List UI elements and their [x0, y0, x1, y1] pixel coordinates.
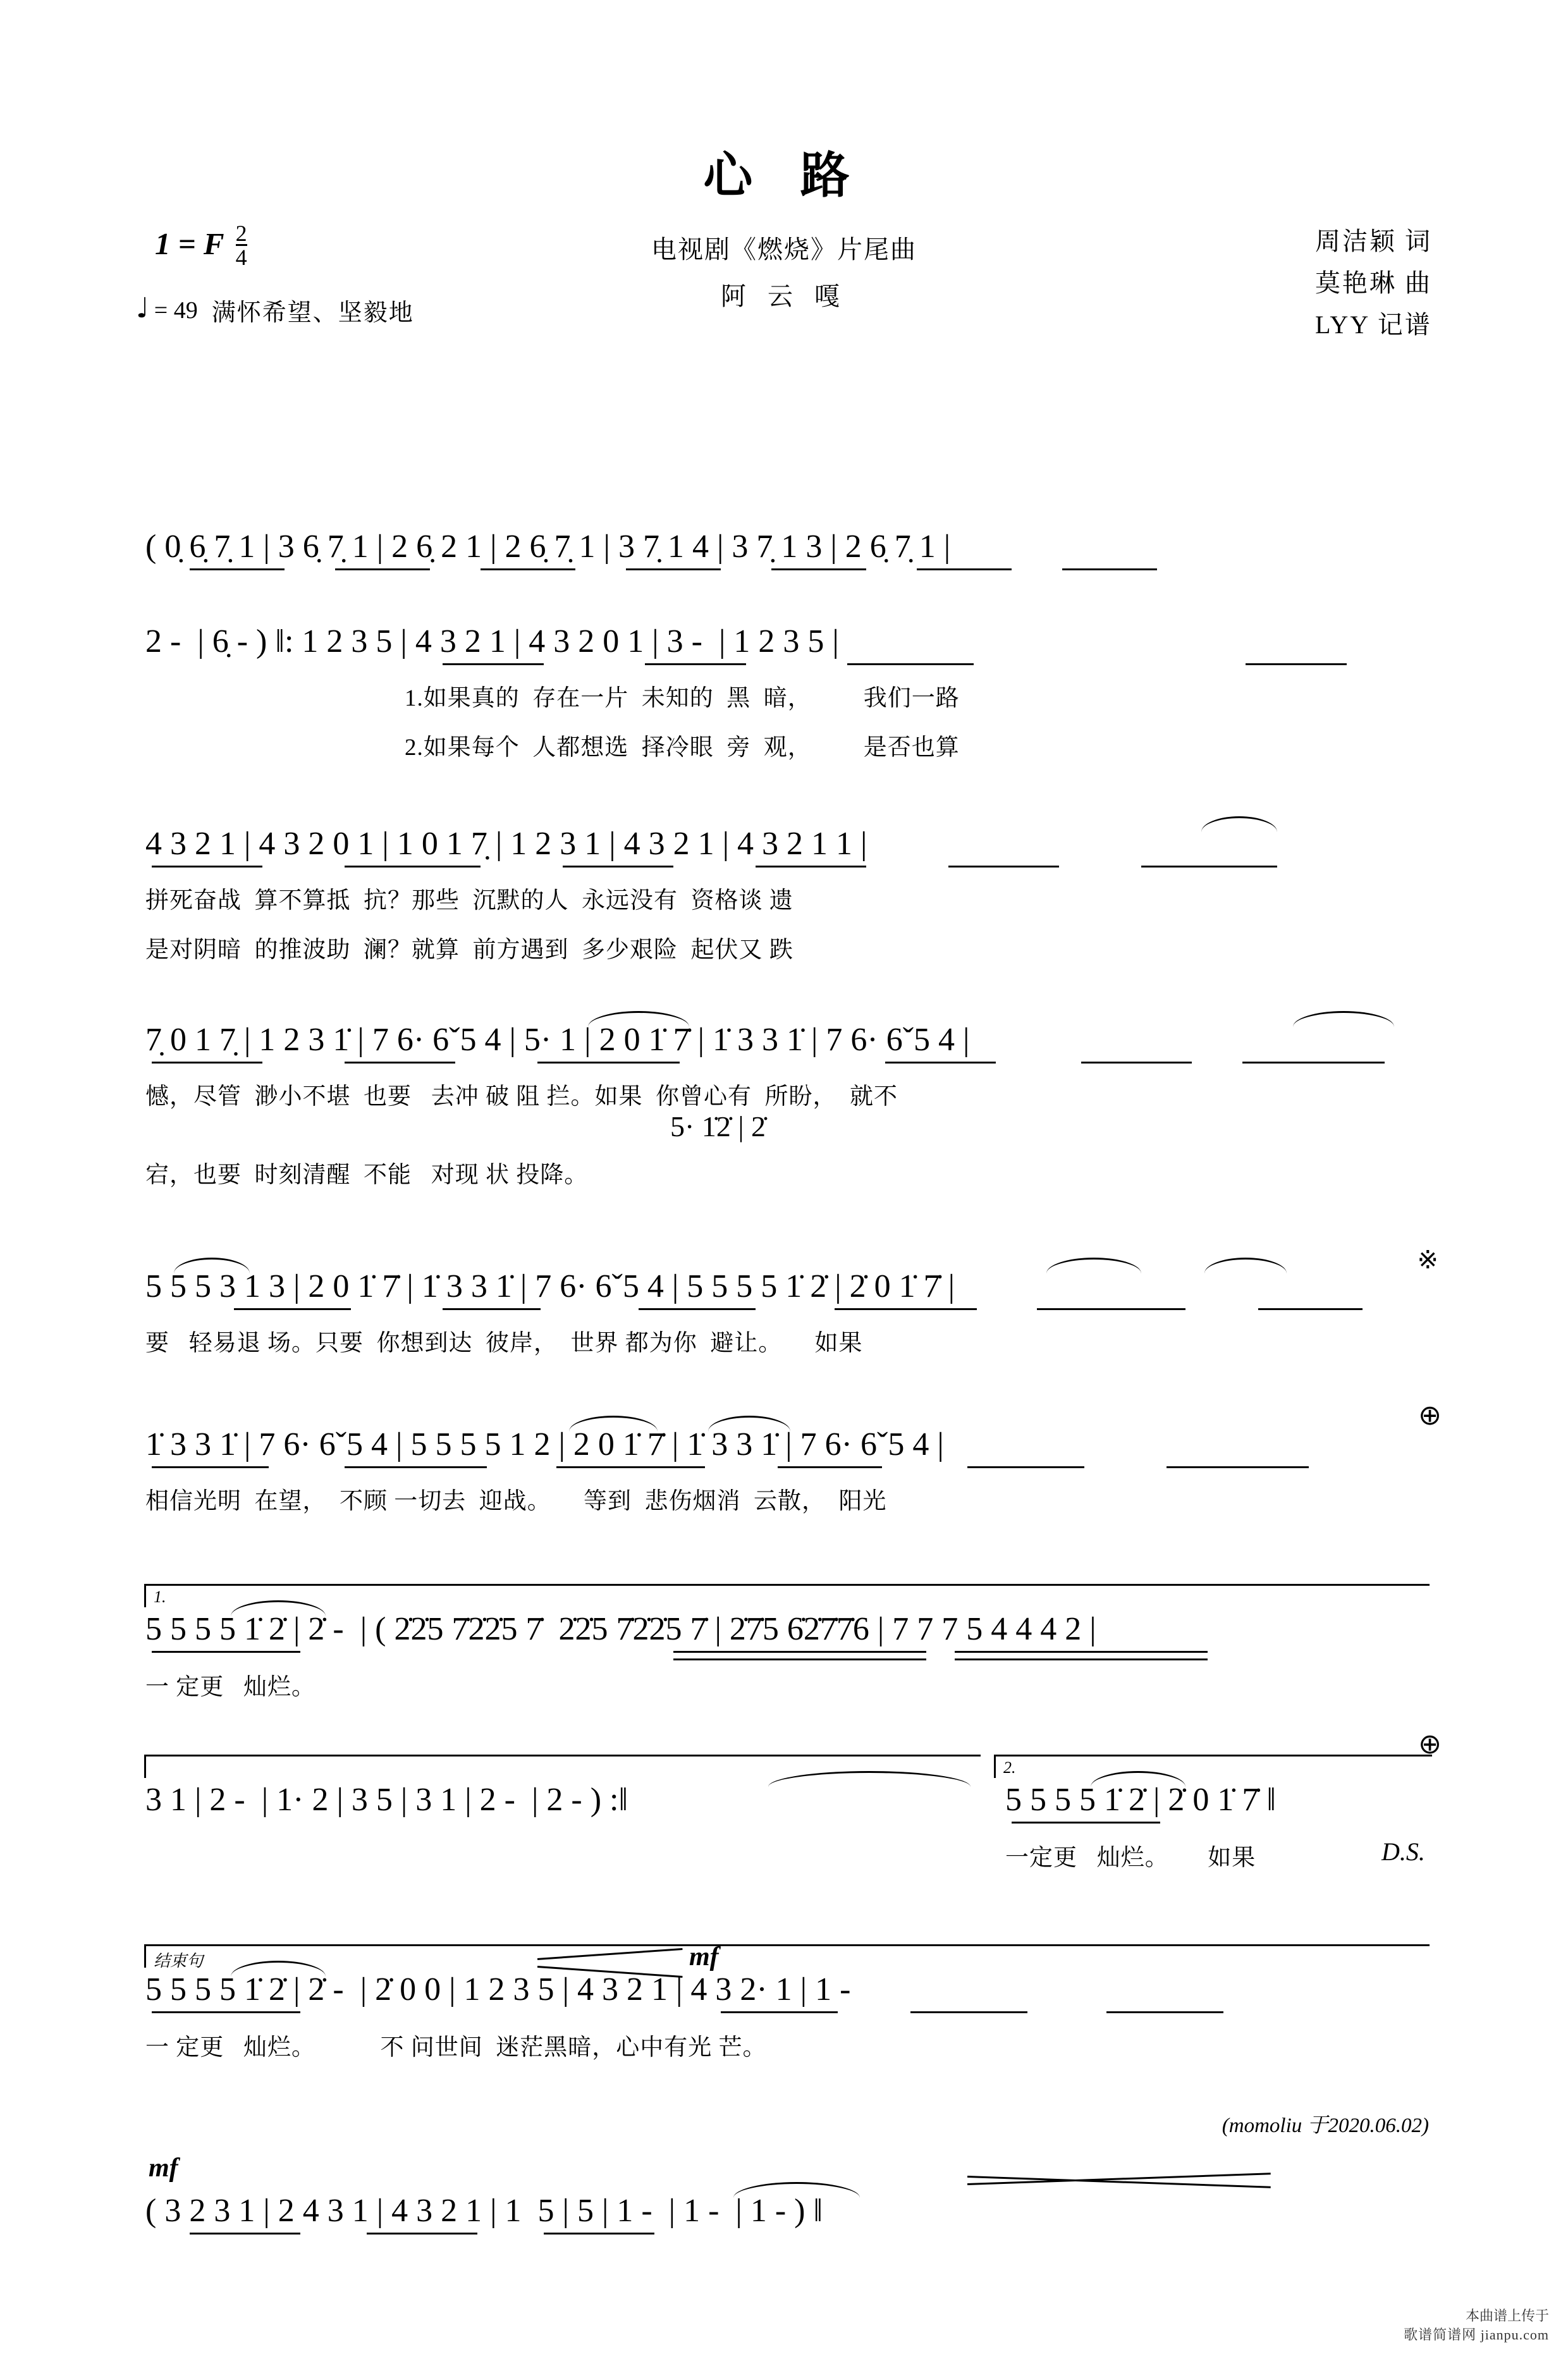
beam	[1062, 568, 1157, 570]
music-system-9	[0, 1944, 1568, 2102]
music-system-7	[0, 1584, 1568, 1729]
quarter-note-icon: ♩	[136, 291, 149, 324]
page-title: 心 路	[703, 147, 865, 204]
slur	[588, 1011, 689, 1027]
system-10-notes: ( 3 2 3 1 | 2 4 3 1 | 4 3 2 1 | 1 5 | 5 | 1 - | 1 - | 1 - ) ‖	[145, 2193, 823, 2229]
slur	[174, 1258, 250, 1273]
beam	[1081, 1062, 1192, 1064]
beam	[639, 1308, 756, 1310]
second-ending-label: 2.	[1003, 1758, 1016, 1777]
beam	[955, 1651, 1208, 1653]
system-4-lyric-verse-1: 憾，尽管 渺小不堪 也要 去冲 破 阻 拦。如果 你曾心有 所盼， 就不	[145, 1084, 898, 1110]
beam	[626, 568, 721, 570]
beam	[673, 1651, 926, 1653]
beam	[443, 1308, 541, 1310]
system-3-lyric-verse-2: 是对阴暗 的推波助 澜？就算 前方遇到 多少艰险 起伏又 跌	[145, 937, 793, 963]
beam	[544, 2233, 654, 2234]
beam	[234, 1308, 351, 1310]
beam	[835, 1308, 977, 1310]
transcription-attribution: (momoliu 于2020.06.02)	[1222, 2114, 1429, 2137]
credit-lyricist: 周洁颖 词	[1315, 227, 1432, 255]
beam	[673, 1658, 926, 1660]
beam	[1037, 1308, 1185, 1310]
score-page	[0, 136, 1568, 2354]
beam	[556, 1466, 705, 1468]
watermark-line-1: 本曲谱上传于	[1465, 2308, 1549, 2324]
slur	[708, 1416, 790, 1431]
beam	[1106, 2011, 1223, 2013]
beam	[756, 866, 866, 867]
first-ending-bracket	[144, 1584, 1430, 1607]
beam	[967, 1466, 1084, 1468]
beam	[443, 663, 544, 665]
system-7-notes: 5 5 5 5 1̇ 2̇ | 2̇ - | ( 2̇2̇5 7̇2̇2̇5 7̇ 2̇2̇5 7̇2̇2̇5 7̇ | 2̇7̇5 6̇2̇7̇7̇6 | 7 7 7 5 4 4 4 2 |	[145, 1611, 1096, 1647]
key-signature-label: 1 = F	[155, 226, 224, 261]
coda-icon-2: ⊕	[1418, 1729, 1442, 1760]
system-8-lyric: 一定更 灿烂。 如果	[1005, 1845, 1256, 1871]
system-5-lyric: 要 轻易退 场。只要 你想到达 彼岸， 世界 都为你 避让。 如果	[145, 1330, 863, 1356]
beam	[152, 1062, 262, 1064]
beam	[955, 1658, 1208, 1660]
score-header	[0, 218, 1568, 376]
slur	[1201, 816, 1277, 832]
system-6-notes: 1̇ 3 3 1̇ | 7 6· 6ˇ5 4 | 5 5 5 5 1 2 | 2 0 1̇ 7̇ | 1̇ 3 3 1̇ | 7 6· 6ˇ5 4 |	[145, 1426, 944, 1462]
coda-section-label: 结束句	[154, 1952, 204, 1970]
system-2-notes: 2 - | 6̣ - ) ‖: 1 2 3 5 | 4 3 2 1 | 4 3 2 0 1 | 3 - | 1 2 3 5 |	[145, 623, 839, 659]
system-1-notes: ( 0̣ 6̣ 7̣ 1 | 3 6̣ 7̣ 1 | 2 6̣ 2 1 | 2 6̣ 7̣ 1 | 3 7̣ 1 4 | 3 7̣ 1 3 | 2 6̣ 7̣ 1 |	[145, 529, 951, 565]
system-4-notes: 7̣ 0 1 7̣ | 1 2 3 1̇ | 7 6· 6ˇ5 4 | 5· 1 | 2 0 1̇ 7̇ | 1̇ 3 3 1̇ | 7 6· 6ˇ5 4 |	[145, 1022, 970, 1058]
beam	[367, 2233, 477, 2234]
beam	[645, 663, 746, 665]
beam	[910, 2011, 1027, 2013]
beam	[1258, 1308, 1363, 1310]
music-system-8	[0, 1729, 1568, 1913]
expression-marking: 满怀希望、坚毅地	[211, 300, 414, 326]
system-4-ossia-notes: 5· 1̇2̇ | 2̇	[670, 1110, 766, 1143]
beam	[563, 866, 673, 867]
ds-marking: D.S.	[1381, 1837, 1425, 1866]
slur	[1293, 1011, 1394, 1027]
beam	[847, 663, 974, 665]
beam	[537, 1062, 680, 1064]
credit-composer: 莫艳琳 曲	[1315, 269, 1432, 297]
credits-block	[1315, 221, 1432, 346]
tempo-marking	[136, 293, 414, 328]
beam	[345, 1466, 487, 1468]
beam	[481, 568, 575, 570]
dynamic-mf-1: mf	[689, 1942, 719, 1971]
beam	[1167, 1466, 1309, 1468]
system-7-lyric: 一 定更 灿烂。	[145, 1674, 315, 1700]
beam	[1141, 866, 1277, 867]
system-6-lyric: 相信光明 在望， 不顾 一切去 迎战。 等到 悲伤烟消 云散， 阳光	[145, 1488, 887, 1514]
system-4-lyric-verse-2: 宕，也要 时刻清醒 不能 对现 状 投降。	[145, 1162, 589, 1188]
beam	[778, 1466, 882, 1468]
beam	[335, 568, 430, 570]
second-ending-bracket	[994, 1755, 1432, 1778]
beam	[1012, 1822, 1160, 1824]
system-5-notes: 5 5 5 3 1 3 | 2 0 1̇ 7̇ | 1̇ 3 3 1̇ | 7 6· 6ˇ5 4 | 5 5 5 5 1̇ 2̇ | 2̇ 0 1̇ 7̇ |	[145, 1268, 955, 1304]
system-2-lyric-verse-1: 1.如果真的 存在一片 未知的 黑 暗， 我们一路	[405, 685, 960, 711]
beam	[190, 2233, 300, 2234]
beam	[152, 866, 262, 867]
dynamic-mf-2: mf	[149, 2154, 178, 2183]
watermark-line-2: 歌谱简谱网 jianpu.com	[1404, 2327, 1549, 2343]
slur	[733, 2182, 860, 2198]
tempo-value: = 49	[154, 297, 198, 324]
beam	[721, 2011, 838, 2013]
beam	[152, 1651, 300, 1653]
music-system-10	[0, 2153, 1568, 2292]
beam	[345, 866, 481, 867]
beam	[948, 866, 1059, 867]
coda-section-bracket	[144, 1944, 1430, 1968]
beam	[152, 1466, 269, 1468]
music-system-1	[0, 528, 1568, 616]
slur	[569, 1416, 658, 1431]
beam	[771, 568, 866, 570]
system-9-notes: 5 5 5 5 1̇ 2̇ | 2̇ - | 2̇ 0 0 | 1 2 3 5 | 4 3 2 1 | 4 3 2· 1 | 1 -	[145, 1971, 851, 2008]
system-9-lyric: 一 定更 灿烂。 不 问世间 迷茫黑暗，心中有光 芒。	[145, 2035, 767, 2061]
music-system-4	[0, 1021, 1568, 1211]
system-3-lyric-verse-1: 拼死奋战 算不算抵 抗？那些 沉默的人 永远没有 资格谈 遗	[145, 888, 793, 914]
beam	[1242, 1062, 1385, 1064]
slur	[1046, 1258, 1141, 1273]
beam	[1246, 663, 1347, 665]
coda-icon: ⊕	[1418, 1400, 1442, 1431]
first-ending-label: 1.	[154, 1588, 166, 1606]
beam	[152, 2011, 300, 2013]
beam	[190, 568, 285, 570]
music-system-5	[0, 1246, 1568, 1394]
system-8-notes: 3 1 | 2 - | 1· 2 | 3 5 | 3 1 | 2 - | 2 - ) :‖	[145, 1782, 628, 1818]
beam	[917, 568, 1012, 570]
segno-icon: ※	[1417, 1246, 1438, 1274]
music-system-3	[0, 825, 1568, 983]
music-system-6	[0, 1400, 1568, 1552]
slur	[1204, 1258, 1287, 1273]
subtitle-source: 电视剧《燃烧》片尾曲	[651, 235, 917, 264]
subtitle-performer: 阿 云 嘎	[721, 282, 847, 310]
beam	[885, 1062, 996, 1064]
music-system-2	[0, 623, 1568, 781]
time-signature-denominator: 4	[235, 245, 247, 271]
time-signature-numerator: 2	[235, 221, 247, 246]
system-8-notes-2: 5 5 5 5 1̇ 2̇ | 2̇ 0 1̇ 7̇ ‖	[1005, 1782, 1277, 1818]
beam	[345, 1062, 455, 1064]
system-3-notes: 4 3 2 1 | 4 3 2 0 1 | 1 0 1 7̣ | 1 2 3 1 | 4 3 2 1 | 4 3 2 1 1 |	[145, 826, 867, 862]
credit-transcriber: LYY 记谱	[1315, 310, 1432, 339]
system-2-lyric-verse-2: 2.如果每个 人都想选 择冷眼 旁 观， 是否也算	[405, 735, 960, 761]
